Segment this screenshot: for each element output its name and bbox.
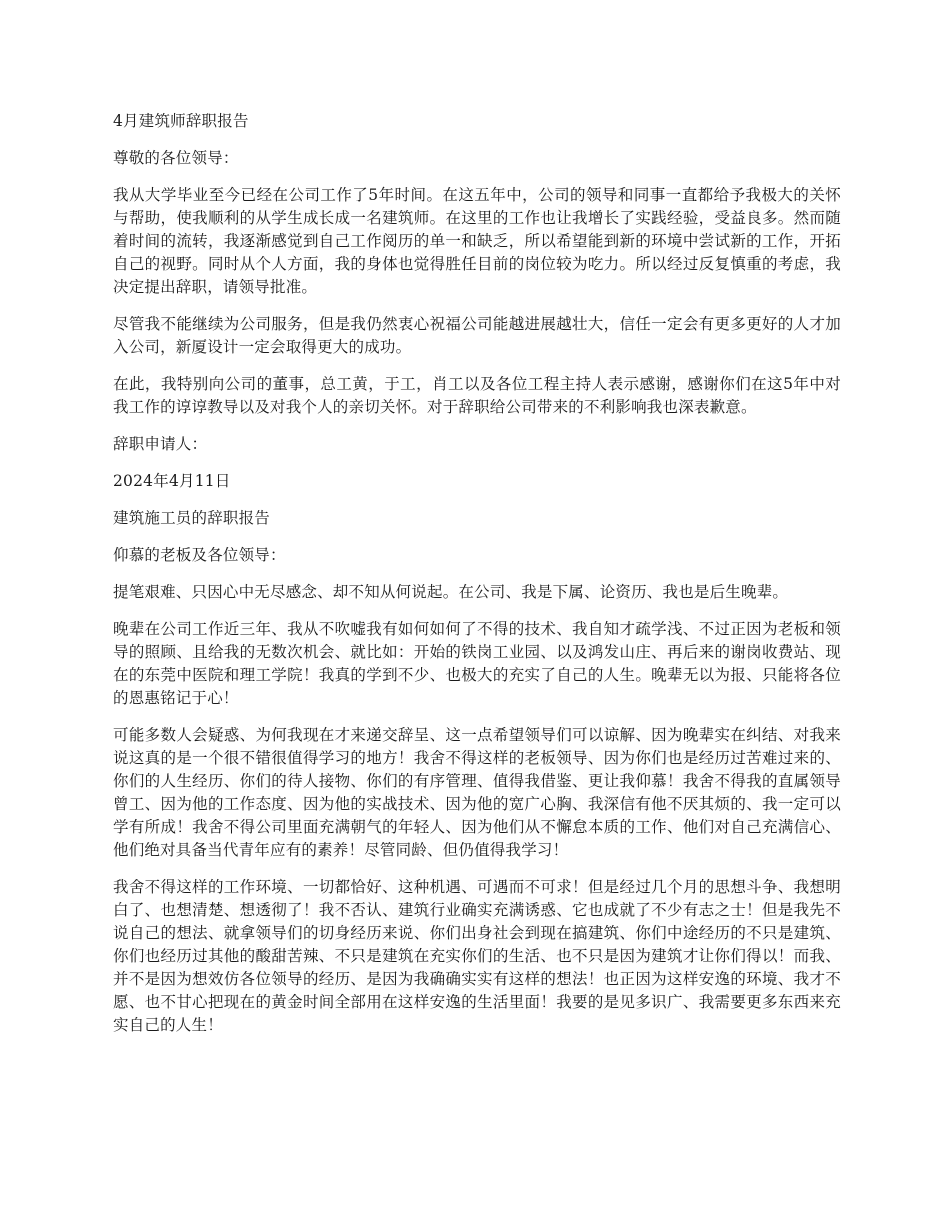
body-paragraph: 我从大学毕业至今已经在公司工作了5年时间。在这五年中，公司的领导和同事一直都给予我极大的关怀与帮助，使我顺利的从学生成长成一名建筑师。在这里的工作也让我增长了实践经验，受益良多。然而随着时间的流转，我逐渐感觉到自己工作阅历的单一和缺乏，所以希望能到新的环境中尝试新的工作，开拓自己的视野。同时从个人方面，我的身体也觉得胜任目前的岗位较为吃力。所以经过反复慎重的考虑，我决定提出辞职，请领导批准。 <box>113 186 841 296</box>
body-paragraph: 可能多数人会疑惑、为何我现在才来递交辞呈、这一点希望领导们可以谅解、因为晚辈实在纠结、对我来说这真的是一个很不错很值得学习的地方！我舍不得这样的老板领导、因为你们也是经历过苦难过来的、你们的人生经历、你们的待人接物、你们的有序管理、值得我借鉴、更让我仰慕！我舍不得我的直属领导曾工、因为他的工作态度、因为他的实战技术、因为他的宽广心胸、我深信有他不厌其烦的、我一定可以学有所成！我舍不得公司里面充满朝气的年轻人、因为他们从不懈怠本质的工作、他们对自己充满信心、他们绝对具备当代青年应有的素养！尽管同龄、但仍值得我学习！ <box>113 726 841 859</box>
body-paragraph: 提笔艰难、只因心中无尽感念、却不知从何说起。在公司、我是下属、论资历、我也是后生晚辈。 <box>113 583 789 601</box>
body-paragraph: 在此，我特别向公司的董事，总工黄，于工，肖工以及各位工程主持人表示感谢，感谢你们在这5年中对我工作的谆谆教导以及对我个人的亲切关怀。对于辞职给公司带来的不利影响我也深表歉意。 <box>113 375 841 416</box>
body-paragraph: 尽管我不能继续为公司服务，但是我仍然衷心祝福公司能越进展越壮大，信任一定会有更多更好的人才加入公司，新厦设计一定会取得更大的成功。 <box>113 315 841 356</box>
section-title: 建筑施工员的辞职报告 <box>113 509 271 527</box>
salutation: 仰慕的老板及各位领导： <box>113 546 286 564</box>
document-title: 4月建筑师辞职报告 <box>113 112 249 130</box>
document-body <box>113 110 841 1051</box>
salutation: 尊敬的各位领导： <box>113 149 239 167</box>
body-paragraph: 我舍不得这样的工作环境、一切都恰好、这种机遇、可遇而不可求！但是经过几个月的思想斗争、我想明白了、也想清楚、想透彻了！我不否认、建筑行业确实充满诱惑、它也成就了不少有志之士！但是我先不说自己的想法、就拿领导们的切身经历来说、你们出身社会到现在搞建筑、你们中途经历的不只是建筑、你们也经历过其他的酸甜苦辣、不只是建筑在充实你们的生活、也不只是因为建筑才让你们得以！而我、并不是因为想效仿各位领导的经历、是因为我确确实实有这样的想法！也正因为这样安逸的环境、我才不愿、也不甘心把现在的黄金时间全部用在这样安逸的生活里面！我要的是见多识广、我需要更多东西来充实自己的人生！ <box>113 878 841 1034</box>
body-paragraph: 晚辈在公司工作近三年、我从不吹嘘我有如何如何了不得的技术、我自知才疏学浅、不过正因为老板和领导的照顾、且给我的无数次机会、就比如：开始的铁岗工业园、以及鸿发山庄、再后来的谢岗收费站、现在的东莞中医院和理工学院！我真的学到不少、也极大的充实了自己的人生。晚辈无以为报、只能将各位的恩惠铭记于心！ <box>113 620 841 707</box>
signature-label: 辞职申请人： <box>113 435 208 453</box>
date-line: 2024年4月11日 <box>113 472 231 490</box>
